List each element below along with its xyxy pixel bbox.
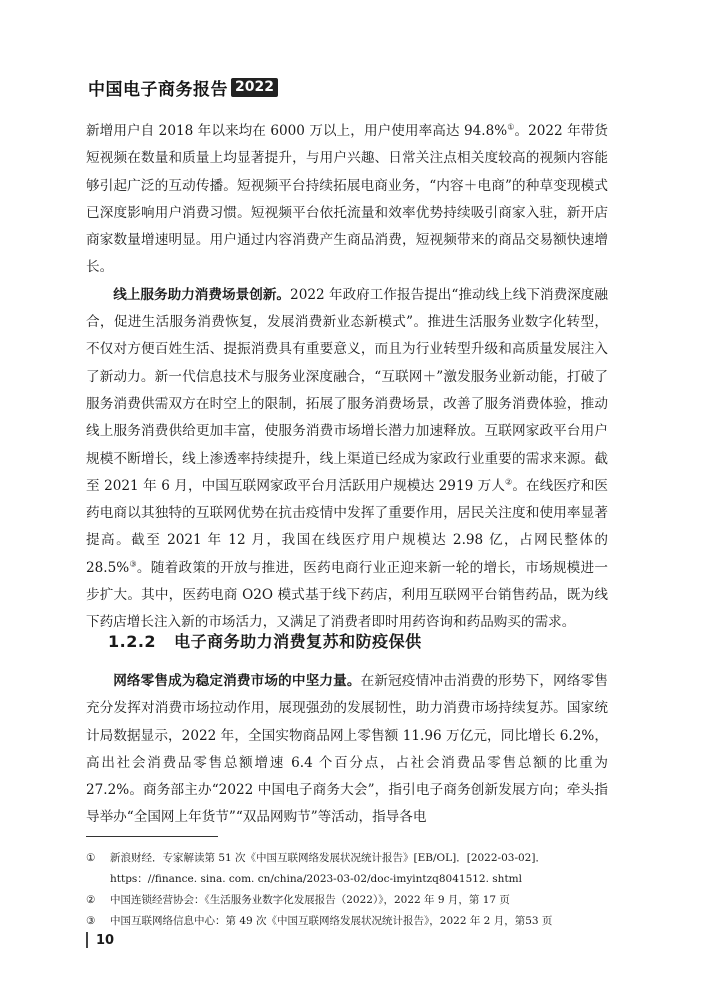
paragraph-text: 。随着政策的开放与推进，医药电商行业正迎来新一轮的增长，市场规模进一步扩大。其中，医药电商 O2O 模式基于线下药店，利用互联网平台销售药品，既为线下药店增长注入新的市场活力，又满足了消费者即时用药咨询和药品购买的需求。 <box>86 559 609 631</box>
section-body <box>86 668 608 832</box>
footnote-ref[interactable]: ② <box>505 477 513 487</box>
footnote-ref[interactable]: ③ <box>129 559 137 569</box>
footnote <box>86 890 616 911</box>
footer-bar <box>86 932 88 948</box>
section-heading <box>108 629 422 652</box>
paragraph <box>86 668 608 832</box>
paragraph-text: 新增用户自 2018 年以来均在 6000 万以上，用户使用率高达 94.8% <box>86 123 508 139</box>
report-title: 中国电子商务报告 <box>88 79 228 100</box>
footnote-text: 中国连锁经营协会：《生活服务业数字化发展报告（2022）》，2022 年 9 月，第 17 页 <box>110 894 510 906</box>
body-text <box>86 118 608 637</box>
report-year-badge: 2022 <box>231 78 278 97</box>
paragraph-lead: 线上服务助力消费场景创新。 <box>113 286 291 303</box>
footnote <box>86 848 616 890</box>
footnote-mark: ① <box>86 852 96 864</box>
paragraph-text: 。2022 年带货短视频在数量和质量上均显著提升，与用户兴趣、日常关注点相关度较高的视频内容能够引起广泛的互动传播。短视频平台持续拓展电商业务，“内容＋电商”的种草变现模式已深度影响用户消费习惯。短视频平台依托流量和效率优势持续吸引商家入驻，新开店商家数量增速明显。用户通过内容消费产生商品消费，短视频带来的商品交易额快速增长。 <box>86 123 609 276</box>
footnote-text: 新浪财经．专家解读第 51 次《中国互联网络发展状况统计报告》[EB/OL]．[2022-03-02]．https：//finance. sina. com. cn/china/2023-03-02/doc-imyintzq8041512. shtml <box>110 852 546 885</box>
footnote-divider <box>86 836 218 837</box>
footnote-mark: ② <box>86 894 96 906</box>
paragraph <box>86 282 608 637</box>
paragraph-text: 。在线医疗和医药电商以其独特的互联网优势在抗击疫情中发挥了重要作用，居民关注度和使用率显著提高。截至 2021 年 12 月，我国在线医疗用户规模达 2.98 亿，占网民整体的 28.5% <box>86 477 609 576</box>
section-number: 1.2.2 <box>108 632 157 651</box>
footnotes <box>86 848 616 932</box>
running-header <box>88 76 278 98</box>
footnote-text: 中国互联网络信息中心：第 49 次《中国互联网络发展状况统计报告》，2022 年 2 月，第53 页 <box>110 915 553 927</box>
footnote <box>86 911 616 932</box>
paragraph-text: 2022 年政府工作报告提出“推动线上线下消费深度融合，促进生活服务消费恢复，发展消费新业态新模式”。推进生活服务业数字化转型，不仅对方便百姓生活、提振消费具有重要意义，而且为行业转型升级和高质量发展注入了新动力。新一代信息技术与服务业深度融合，“互联网＋”激发服务业新动能，打破了服务消费供需双方在时空上的限制，拓展了服务消费场景，改善了服务消费体验，推动线上服务消费供给更加丰富，使服务消费市场增长潜力加速释放。互联网家政平台用户规模不断增长，线上渗透率持续提升，线上渠道已经成为家政行业重要的需求来源。截至 2021 年 6 月，中国互联网家政平台月活跃用户规模达 2919 万人 <box>86 286 608 494</box>
footnote-mark: ③ <box>86 915 96 927</box>
section-title: 电子商务助力消费复苏和防疫保供 <box>174 632 422 651</box>
page-number: 10 <box>96 932 115 948</box>
paragraph <box>86 118 608 282</box>
paragraph-lead: 网络零售成为稳定消费市场的中坚力量。 <box>113 673 361 689</box>
footnote-ref[interactable]: ① <box>507 122 515 132</box>
page-footer <box>86 932 114 948</box>
paragraph-text: 在新冠疫情冲击消费的形势下，网络零售充分发挥对消费市场拉动作用，展现强劲的发展韧性，助力消费市场持续复苏。国家统计局数据显示，2022 年，全国实物商品网上零售额 11.96 万亿元，同比增长 6.2%，高出社会消费品零售总额增速 6.4 个百分点，占社会消费品零售总额的比重为 27.2%。商务部主办“2022 中国电子商务大会”，指引电子商务创新发展方向；牵头指导举办“全国网上年货节”“双品网购节”等活动，指导各电 <box>86 673 608 826</box>
